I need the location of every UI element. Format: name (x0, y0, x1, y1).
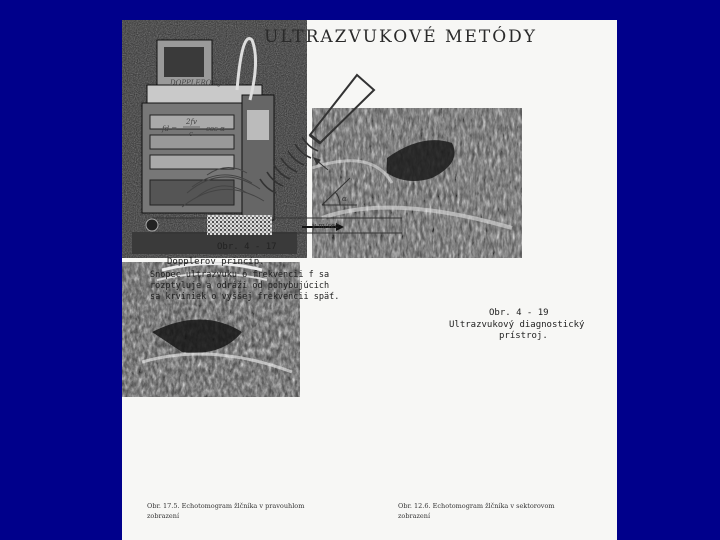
angle-label: α (342, 195, 347, 203)
doppler-caption-line-3: sa krviniek o vyššej frekvencii späť. (150, 292, 340, 302)
machine-caption-line-1: Ultrazvukový diagnostický (449, 320, 585, 330)
slide-title: ULTRAZVUKOVÉ METÓDY (264, 27, 537, 47)
machine-caption-number: Obr. 4 - 19 (489, 308, 549, 318)
echo-right-caption-line-2: zobrazení (398, 512, 431, 520)
doppler-caption-number: Obr. 4 - 17 (217, 242, 277, 252)
velocity-label: v m/sec (312, 222, 339, 230)
formula-numerator: 2fv (186, 118, 197, 126)
formula-denominator: c (189, 130, 193, 138)
formula-left: fd = (162, 125, 178, 133)
blood-cells (207, 215, 272, 235)
ultrasound-beam (260, 137, 318, 193)
echo-right-caption-line-1: Obr. 12.6. Echotomogram žlčníka v sektorovom (398, 502, 555, 510)
doppler-caption-line-2: rozptyluje a odráži od pohybujúcich (150, 281, 330, 291)
echo-left-caption-line-1: Obr. 17.5. Echotomogram žlčníka v pravouhlom (147, 502, 305, 510)
machine-caption-line-2: prístroj. (499, 331, 548, 341)
doppler-diagram (152, 65, 402, 235)
doppler-caption-line-1: Snopec ultrazvuku o frekvencii f sa (150, 270, 330, 280)
document-page (122, 20, 617, 540)
echo-left-caption-line-2: zobrazení (147, 512, 180, 520)
echo-wavefronts (182, 167, 264, 207)
angle-marker (322, 178, 357, 205)
blood-vessel (152, 218, 402, 233)
doppler-heading: DOPPLEROV JEV (170, 79, 232, 87)
transducer-probe (310, 75, 374, 143)
formula-right: cos α (206, 125, 225, 133)
doppler-caption-title: Dopplerov princíp. (167, 257, 265, 267)
reflection-arrow (314, 158, 328, 170)
